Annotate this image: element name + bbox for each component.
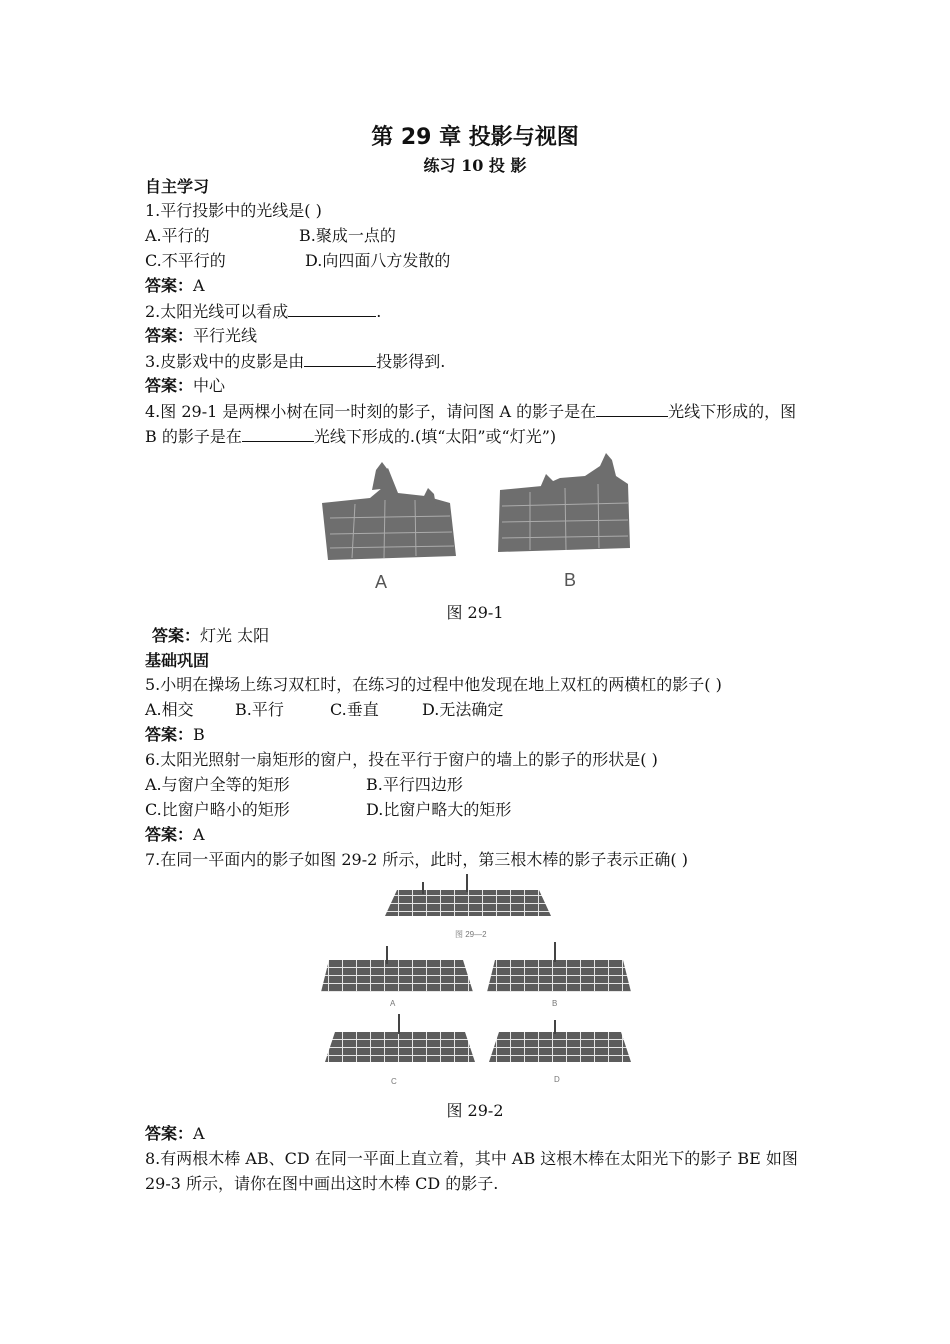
q3-stem xyxy=(145,350,445,373)
q5-answer xyxy=(145,724,205,746)
answer-label: 答案： xyxy=(145,825,194,844)
q7-answer xyxy=(145,1123,205,1145)
q5-option-c: C.垂直 xyxy=(330,700,379,719)
q3-answer xyxy=(145,375,225,397)
q1-answer-value: A xyxy=(193,276,205,295)
q6-stem: 6.太阳光照射一扇矩形的窗户，投在平行于窗户的墙上的影子的形状是( ) xyxy=(145,750,658,769)
q4-answer xyxy=(152,625,269,647)
q1-answer xyxy=(145,275,205,297)
q6-answer xyxy=(145,824,205,846)
q4-answer-value: 灯光 太阳 xyxy=(200,626,270,645)
figure-29-1-label-b: B xyxy=(564,570,577,590)
q5-option-b: B.平行 xyxy=(235,700,284,719)
q4-line2-text: B 的影子是在 xyxy=(145,427,242,446)
figure-29-2-label-b: B xyxy=(552,999,558,1008)
q4-stem-line1 xyxy=(145,400,796,423)
q2-stem xyxy=(145,300,381,323)
q2-answer-value: 平行光线 xyxy=(193,326,258,345)
q6-option-d: D.比窗户略大的矩形 xyxy=(366,800,512,819)
q5-options xyxy=(145,699,503,721)
q6-options-row1 xyxy=(145,774,463,796)
figure-29-2 xyxy=(315,872,635,1090)
q1-option-a: A.平行的 xyxy=(145,226,210,245)
q2-stem-text: 2.太阳光线可以看成 xyxy=(145,302,289,321)
answer-label: 答案： xyxy=(145,276,194,295)
q7-stem: 7.在同一平面内的影子如图 29-2 所示，此时，第三根木棒的影子表示正确( ) xyxy=(145,850,688,869)
q3-answer-value: 中心 xyxy=(193,376,226,395)
q8-stem-line1: 8.有两根木棒 AB、CD 在同一平面上直立着，其中 AB 这根木棒在太阳光下的影子 BE 如图 xyxy=(145,1149,798,1168)
figure-29-2-inner-caption: 图 29—2 xyxy=(455,930,487,939)
q2-stem-end: . xyxy=(376,302,382,321)
figure-29-1 xyxy=(310,448,650,598)
q5-option-d: D.无法确定 xyxy=(422,700,504,719)
q6-option-a: A.与窗户全等的矩形 xyxy=(145,775,290,794)
q6-option-b: B.平行四边形 xyxy=(366,775,463,794)
q1-option-b: B.聚成一点的 xyxy=(299,226,396,245)
figure-29-2-option-d xyxy=(489,1020,631,1062)
answer-label: 答案： xyxy=(145,725,194,744)
q4-line1-text: 4.图 29-1 是两棵小树在同一时刻的影子，请问图 A 的影子是在 xyxy=(145,402,597,421)
section-self-study: 自主学习 xyxy=(145,177,210,196)
q4-line2-end: 光线下形成的.(填“太阳”或“灯光”) xyxy=(313,427,557,446)
figure-29-2-label-c: C xyxy=(391,1077,397,1086)
figure-29-2-label-a: A xyxy=(390,999,396,1008)
q6-option-c: C.比窗户略小的矩形 xyxy=(145,800,290,819)
q1-stem: 1.平行投影中的光线是( ) xyxy=(145,201,322,220)
q8-stem-line2: 29-3 所示，请你在图中画出这时木棒 CD 的影子. xyxy=(145,1174,499,1193)
q3-blank xyxy=(304,350,376,367)
answer-label: 答案： xyxy=(152,626,201,645)
q7-answer-value: A xyxy=(193,1124,205,1143)
section-basic: 基础巩固 xyxy=(145,651,210,670)
figure-29-2-reference xyxy=(385,874,551,916)
q3-stem-end: 投影得到. xyxy=(376,352,446,371)
q4-blank-2 xyxy=(242,425,314,442)
q1-options-row2 xyxy=(145,250,450,272)
q1-options-row1 xyxy=(145,225,396,247)
q1-option-c: C.不平行的 xyxy=(145,251,226,270)
q6-answer-value: A xyxy=(193,825,205,844)
figure-29-1-caption: 图 29-1 xyxy=(446,603,504,622)
q2-blank xyxy=(288,300,376,317)
q1-option-d: D.向四面八方发散的 xyxy=(305,251,451,270)
figure-29-2-option-b xyxy=(487,942,631,992)
answer-label: 答案： xyxy=(145,376,194,395)
figure-29-2-option-c xyxy=(325,1014,475,1062)
answer-label: 答案： xyxy=(145,1124,194,1143)
q5-answer-value: B xyxy=(193,725,205,744)
figure-29-1-label-a: A xyxy=(375,572,388,592)
q4-stem-line2 xyxy=(145,425,556,448)
q5-stem: 5.小明在操场上练习双杠时，在练习的过程中他发现在地上双杠的两横杠的影子( ) xyxy=(145,675,722,694)
answer-label: 答案： xyxy=(145,326,194,345)
q6-options-row2 xyxy=(145,799,511,821)
figure-29-2-caption: 图 29-2 xyxy=(446,1101,504,1120)
q5-option-a: A.相交 xyxy=(145,700,194,719)
figure-29-2-option-a xyxy=(321,946,473,992)
q4-line1-end: 光线下形成的，图 xyxy=(668,402,797,421)
figure-a-tree-shadow xyxy=(322,462,456,560)
q2-answer xyxy=(145,325,257,347)
q3-stem-text: 3.皮影戏中的皮影是由 xyxy=(145,352,305,371)
q4-blank-1 xyxy=(596,400,668,417)
figure-29-2-label-d: D xyxy=(554,1075,560,1084)
exercise-subtitle: 练习 10 投 影 xyxy=(423,156,527,175)
chapter-title: 第 29 章 投影与视图 xyxy=(371,125,579,150)
